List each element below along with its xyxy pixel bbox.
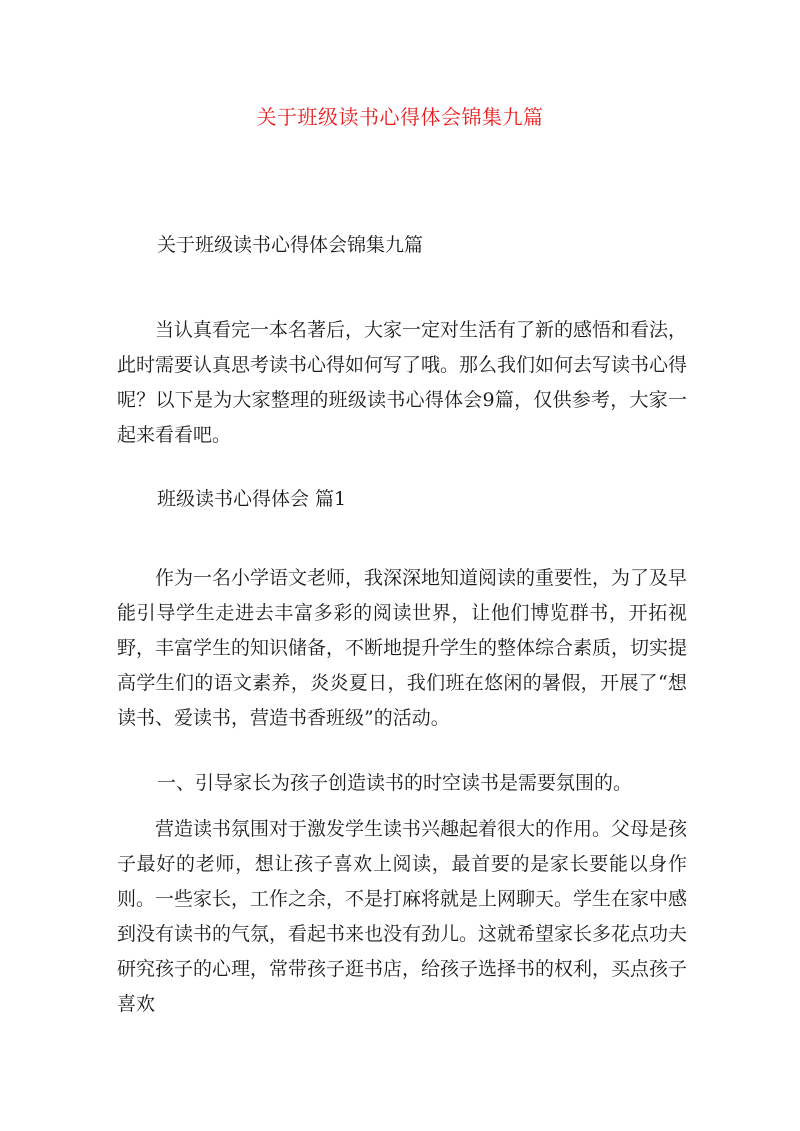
point-heading: 一、引导家长为孩子创造读书的时空读书是需要氛围的。	[157, 772, 633, 794]
section-heading: 班级读书心得体会 篇1	[157, 488, 347, 510]
body-paragraph: 营造读书氛围对于激发学生读书兴趣起着很大的作用。父母是孩子最好的老师，想让孩子喜欢上阅读，最首要的是家长要能以身作则。一些家长，工作之余，不是打麻将就是上网聊天。学生在家中感到没有读书的气氛，看起书来也没有劲儿。这就希望家长多花点功夫研究孩子的心理，常带孩子逛书店，给孩子选择书的权利，买点孩子喜欢	[117, 818, 688, 1015]
document-subtitle: 关于班级读书心得体会锦集九篇	[157, 234, 424, 256]
body-paragraph: 作为一名小学语文老师，我深深地知道阅读的重要性，为了及早能引导学生走进去丰富多彩的阅读世界，让他们博览群书，开拓视野，丰富学生的知识储备，不断地提升学生的整体综合素质，切实提高学生们的语文素养，炎炎夏日，我们班在悠闲的暑假，开展了“想读书、爱读书，营造书香班级”的活动。	[117, 567, 688, 729]
document-title: 关于班级读书心得体会锦集九篇	[256, 105, 544, 129]
intro-paragraph: 当认真看完一本名著后，大家一定对生活有了新的感悟和看法，此时需要认真思考读书心得如何写了哦。那么我们如何去写读书心得呢？以下是为大家整理的班级读书心得体会9篇，仅供参考，大家一起来看看吧。	[117, 319, 688, 446]
